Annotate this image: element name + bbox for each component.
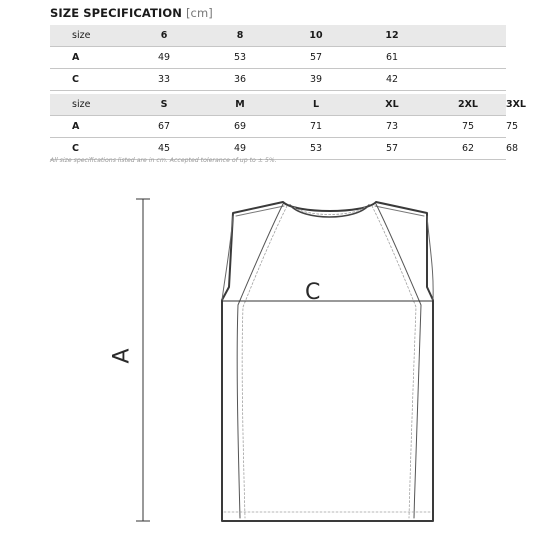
header-cell: 12 [354,25,430,47]
table-cell: 49 [202,138,278,160]
title-text: SIZE SPECIFICATION [50,6,182,20]
measure-line-a [136,199,150,521]
table-cell: 71 [278,116,354,138]
table-cell: 73 [354,116,430,138]
table-cell: 75 [430,116,506,138]
table-cell: 53 [278,138,354,160]
table-cell: 69 [202,116,278,138]
table-cell: 39 [278,69,354,91]
raglan-seam-left-stitch [242,206,287,518]
row-label-c: C [50,138,126,160]
header-cell: 10 [278,25,354,47]
header-cell: S [126,94,202,116]
row-label-a: A [50,47,126,69]
header-cell: 8 [202,25,278,47]
table-cell: 53 [202,47,278,69]
shirt-outline [222,202,433,521]
header-cell: 6 [126,25,202,47]
raglan-seam-right-stitch [372,206,416,518]
table-cell: 57 [354,138,430,160]
header-cell: L [278,94,354,116]
header-cell-size: size [50,25,126,47]
table-cell: 45 [126,138,202,160]
table-cell: 33 [126,69,202,91]
row-label-a: A [50,116,126,138]
header-cell: M [202,94,278,116]
shirt-body [222,202,433,521]
table-cell: 61 [354,47,430,69]
table-cell: 67 [126,116,202,138]
tolerance-note: All size specifications listed are in cm. Accepted tolerance of up to ± 5%. [50,157,277,164]
table-header-row: size S M L XL 2XL 3XL [50,94,506,116]
table-cell: 57 [278,47,354,69]
table-cell: 62 [430,138,506,160]
unit-text: [cm] [185,6,213,20]
table-cell: 49 [126,47,202,69]
row-label-c: C [50,69,126,91]
table-row: A 67 69 71 73 75 75 [50,116,506,138]
table-cell: 36 [202,69,278,91]
header-cell: 2XL [430,94,506,116]
measure-label-c: C [305,280,321,305]
header-cell-size: size [50,94,126,116]
table-row: C 45 49 53 57 62 68 [50,138,506,160]
measure-label-a: A [109,348,135,364]
table-cell: 42 [354,69,430,91]
header-cell: XL [354,94,430,116]
